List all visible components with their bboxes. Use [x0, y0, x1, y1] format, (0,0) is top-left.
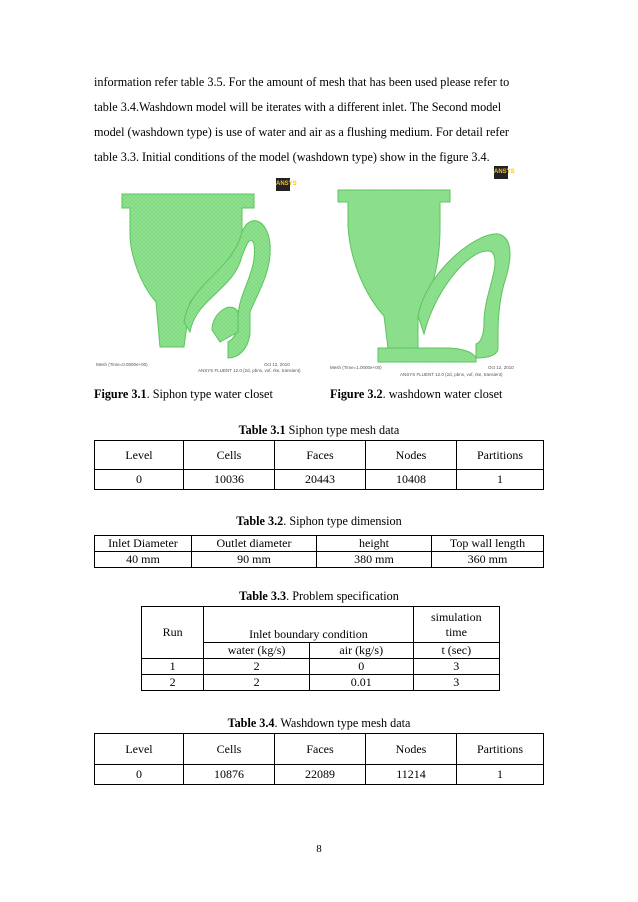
solver-label: ANSYS FLUENT 12.0 (2d, pbns, vof, rke, transient)	[400, 372, 503, 377]
paragraph-line: information refer table 3.5. For the amount of mesh that has been used please refer to	[94, 75, 510, 89]
table-cell: 40 mm	[95, 552, 192, 568]
figure-caption-1	[94, 387, 273, 402]
header-cell: Level	[95, 734, 184, 765]
table-cell: 0	[95, 765, 184, 785]
caption-text: . washdown water closet	[382, 387, 503, 401]
caption-text: Siphon type mesh data	[285, 423, 400, 437]
caption-label: Table 3.3	[239, 589, 287, 603]
table-cell: 90 mm	[192, 552, 317, 568]
caption-label: Table 3.2	[236, 514, 284, 528]
figure-siphon-mesh	[92, 172, 301, 382]
header-cell: Cells	[184, 734, 275, 765]
table-caption-3-1	[0, 423, 638, 438]
table-header-row	[95, 441, 544, 470]
header-cell: Faces	[275, 441, 366, 470]
table-cell: 1	[142, 659, 204, 675]
table-row	[95, 552, 544, 568]
header-cell: Partitions	[457, 734, 544, 765]
table-cell: 10408	[366, 470, 457, 490]
figure-caption-2	[330, 387, 502, 402]
table-cell: 3	[413, 675, 499, 691]
mesh-time-label: Mesh (Time=0.0000e+00)	[96, 362, 148, 367]
table-caption-3-3	[0, 589, 638, 604]
header-cell: Partitions	[457, 441, 544, 470]
caption-text: . Problem specification	[286, 589, 399, 603]
caption-text: . Siphon type dimension	[283, 514, 402, 528]
mesh-date: Oct 12, 2010	[488, 365, 514, 370]
table-cell: 10876	[184, 765, 275, 785]
siphon-mesh-image	[92, 172, 288, 372]
caption-text: . Siphon type water closet	[146, 387, 273, 401]
table-cell: 1	[457, 470, 544, 490]
table-siphon-mesh	[94, 440, 544, 490]
table-caption-3-2	[0, 514, 638, 529]
table-problem-specification	[141, 606, 500, 691]
mesh-date: Oct 12, 2010	[264, 362, 290, 367]
table-row	[95, 470, 544, 490]
caption-label: Figure 3.2	[330, 387, 383, 401]
table-cell: 11214	[366, 765, 457, 785]
table-cell: 10036	[184, 470, 275, 490]
header-line: time	[445, 624, 467, 639]
caption-label: Figure 3.1	[94, 387, 147, 401]
subheader-cell: air (kg/s)	[309, 643, 413, 659]
paragraph-line: table 3.3. Initial conditions of the model (washdown type) show in the figure 3.4.	[94, 150, 490, 164]
header-cell: Level	[95, 441, 184, 470]
solver-label: ANSYS FLUENT 12.0 (2d, pbns, vof, rke, transient)	[198, 368, 301, 373]
mesh-time-label: Mesh (Time=1.0000e+00)	[330, 365, 382, 370]
table-cell: 0	[309, 659, 413, 675]
header-cell-run: Run	[142, 607, 204, 659]
figure-washdown-mesh	[326, 166, 522, 382]
header-cell: Inlet Diameter	[95, 536, 192, 552]
header-line: simulation	[430, 609, 482, 624]
table-cell: 360 mm	[432, 552, 544, 568]
table-row	[142, 675, 500, 691]
body-paragraph	[94, 70, 554, 170]
table-header-row	[95, 536, 544, 552]
header-cell: height	[317, 536, 432, 552]
subheader-cell: t (sec)	[413, 643, 499, 659]
header-cell: Nodes	[366, 734, 457, 765]
table-cell: 22089	[275, 765, 366, 785]
table-cell: 2	[142, 675, 204, 691]
table-header-row	[142, 607, 500, 643]
table-cell: 0.01	[309, 675, 413, 691]
table-cell: 2	[204, 659, 310, 675]
ansys-logo: ANSYS	[276, 178, 290, 191]
table-cell: 380 mm	[317, 552, 432, 568]
table-washdown-mesh	[94, 733, 544, 785]
caption-label: Table 3.4	[227, 716, 275, 730]
header-cell-simulation-time	[413, 607, 499, 643]
ansys-logo: ANSYS	[494, 166, 508, 179]
caption-label: Table 3.1	[238, 423, 286, 437]
header-cell: Nodes	[366, 441, 457, 470]
washdown-mesh-image	[326, 166, 522, 371]
table-cell: 3	[413, 659, 499, 675]
header-cell: Cells	[184, 441, 275, 470]
header-cell: Outlet diameter	[192, 536, 317, 552]
header-cell: Top wall length	[432, 536, 544, 552]
page-number: 8	[316, 843, 322, 855]
table-row	[95, 765, 544, 785]
caption-text: . Washdown type mesh data	[274, 716, 411, 730]
table-cell: 0	[95, 470, 184, 490]
subheader-cell: water (kg/s)	[204, 643, 310, 659]
table-header-row	[95, 734, 544, 765]
table-cell: 20443	[275, 470, 366, 490]
header-cell: Faces	[275, 734, 366, 765]
table-caption-3-4	[0, 716, 638, 731]
table-row	[142, 659, 500, 675]
paragraph-line: table 3.4.Washdown model will be iterates with a different inlet. The Second model	[94, 100, 502, 114]
table-cell: 2	[204, 675, 310, 691]
header-cell-boundary: Inlet boundary condition	[204, 607, 413, 643]
paragraph-line: model (washdown type) is use of water and air as a flushing medium. For detail refer	[94, 125, 509, 139]
table-cell: 1	[457, 765, 544, 785]
table-siphon-dimension	[94, 535, 544, 568]
